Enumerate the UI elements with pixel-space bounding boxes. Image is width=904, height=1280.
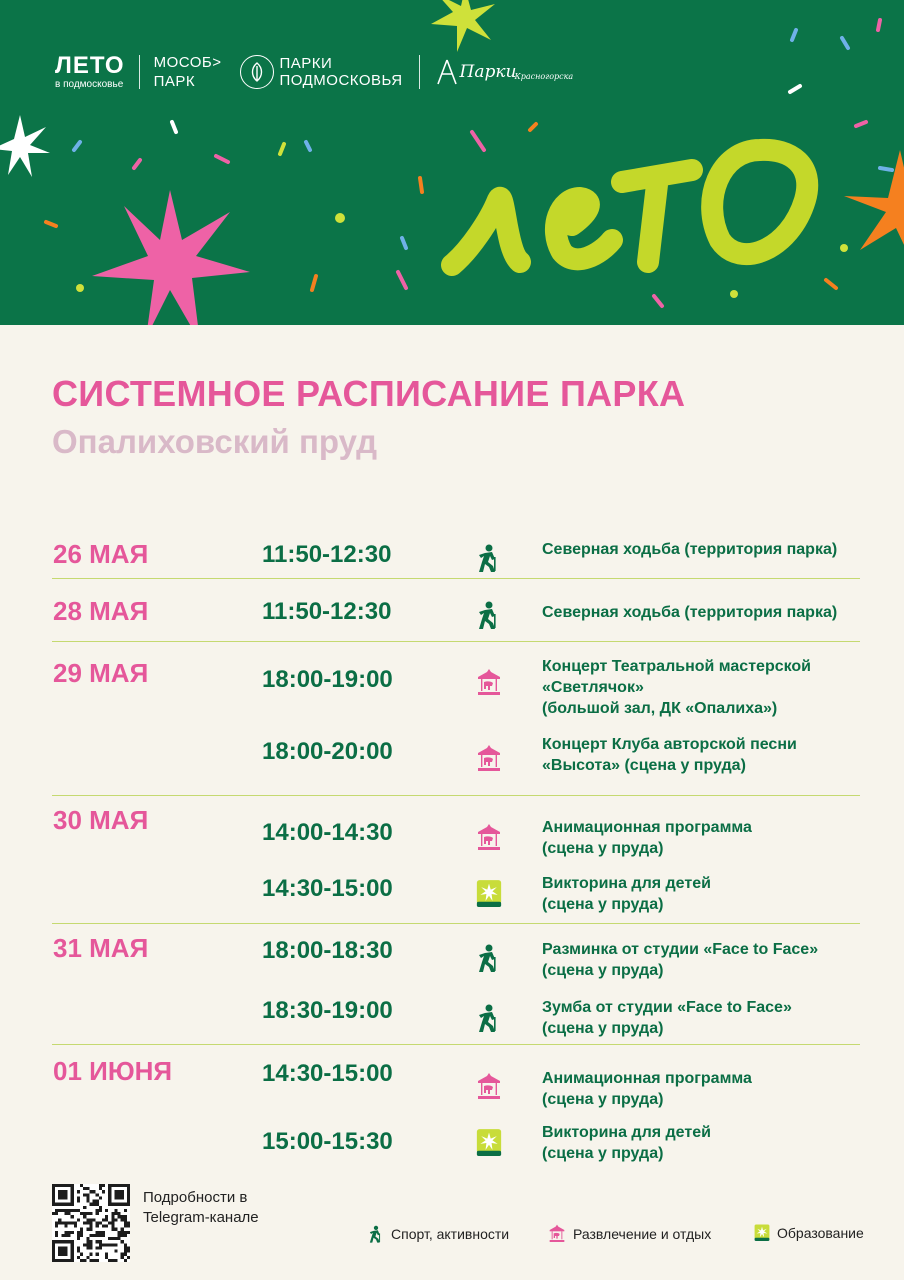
event-title-line: «Светлячок» — [542, 679, 644, 696]
event-title-line: (сцена у пруда) — [542, 1145, 664, 1162]
carousel-icon — [548, 1224, 566, 1244]
confetti-decoration — [0, 0, 904, 325]
event-time: 14:00-14:30 — [262, 819, 393, 846]
qr-code-icon[interactable] — [52, 1184, 130, 1262]
logo-krasnogorsk-main: Парки — [459, 62, 517, 82]
event-title-line: (сцена у пруда) — [542, 1091, 664, 1108]
event-title-line: Викторина для детей — [542, 1124, 711, 1141]
carousel-icon — [476, 1072, 502, 1102]
education-icon — [476, 879, 502, 909]
sport-icon — [368, 1224, 384, 1244]
event-time: 15:00-15:30 — [262, 1128, 393, 1155]
event-time: 11:50-12:30 — [262, 541, 392, 568]
logo-mosobpark — [154, 53, 222, 91]
telegram-note-line2: Telegram-канале — [143, 1209, 259, 1226]
legend-sport — [368, 1224, 509, 1244]
event-title — [542, 817, 872, 859]
event-title — [542, 656, 872, 719]
burst-pink-icon — [92, 190, 250, 325]
logo-parki-line1: ПАРКИ — [279, 55, 333, 72]
logo-divider — [419, 55, 420, 89]
logo-divider — [139, 55, 140, 89]
event-time: 18:30-19:00 — [262, 997, 393, 1024]
event-time: 14:30-15:00 — [262, 1060, 393, 1087]
legend-entertainment — [548, 1224, 711, 1244]
event-title — [542, 1122, 872, 1164]
event-title-line: Северная ходьба (территория парка) — [542, 541, 838, 558]
carousel-icon — [476, 823, 502, 853]
schedule-date: 30 МАЯ — [53, 805, 149, 835]
schedule-date: 01 ИЮНЯ — [53, 1056, 173, 1086]
header-banner — [0, 0, 904, 325]
event-title-line: Анимационная программа — [542, 819, 752, 836]
event-title — [542, 997, 872, 1039]
legend-sport-label: Спорт, активности — [391, 1226, 510, 1242]
day-divider — [52, 1044, 860, 1045]
leto-lettering-icon — [452, 150, 807, 265]
event-title-line: Разминка от студии «Face to Face» — [542, 941, 819, 958]
telegram-note — [143, 1188, 259, 1228]
event-title-line: (сцена у пруда) — [542, 896, 664, 913]
leaf-icon — [240, 55, 274, 89]
event-title — [542, 873, 872, 915]
schedule-date: 29 МАЯ — [53, 658, 149, 688]
event-time: 18:00-19:00 — [262, 666, 393, 693]
sport-icon — [476, 943, 502, 973]
schedule-date: 26 МАЯ — [53, 539, 149, 569]
carousel-icon — [476, 668, 502, 698]
event-title-line: Концерт Клуба авторской песни — [542, 736, 797, 753]
schedule-date: 31 МАЯ — [53, 933, 149, 963]
event-title — [542, 539, 872, 560]
sport-icon — [476, 1003, 502, 1033]
day-divider — [52, 795, 860, 796]
telegram-note-line1: Подробности в — [143, 1189, 248, 1206]
partner-logos — [55, 52, 573, 92]
event-title-line: Северная ходьба (территория парка) — [542, 604, 838, 621]
logo-parki-podmoskovya — [240, 55, 403, 89]
day-divider — [52, 578, 860, 579]
tree-icon — [434, 58, 460, 86]
education-icon — [754, 1224, 770, 1242]
event-title — [542, 939, 872, 981]
event-title — [542, 602, 872, 623]
event-title-line: Викторина для детей — [542, 875, 711, 892]
logo-parki-line2: ПОДМОСКОВЬЯ — [279, 72, 403, 89]
event-title-line: Концерт Театральной мастерской — [542, 658, 812, 675]
event-time: 18:00-20:00 — [262, 738, 393, 765]
event-title-line: Анимационная программа — [542, 1070, 752, 1087]
burst-top-icon — [431, 0, 495, 52]
logo-leto-main: ЛЕТО — [55, 52, 125, 79]
logo-mosobpark-line1: МОСОБ> — [153, 54, 222, 71]
event-time: 18:00-18:30 — [262, 937, 393, 964]
event-title-line: Зумба от студии «Face to Face» — [542, 999, 792, 1016]
burst-white-icon — [0, 115, 50, 177]
sport-icon — [476, 543, 502, 573]
logo-leto-sub: в подмосковье — [55, 79, 124, 90]
carousel-icon — [476, 744, 502, 774]
schedule-date: 28 МАЯ — [53, 596, 149, 626]
event-title-line: «Высота» (сцена у пруда) — [542, 757, 746, 774]
day-divider — [52, 923, 860, 924]
event-title-line: (сцена у пруда) — [542, 962, 664, 979]
event-time: 11:50-12:30 — [262, 598, 392, 625]
event-title-line: (сцена у пруда) — [542, 840, 664, 857]
logo-leto — [55, 54, 125, 90]
day-divider — [52, 641, 860, 642]
logo-parki-krasnogorska — [434, 58, 574, 86]
burst-orange-icon — [844, 150, 904, 266]
education-icon — [476, 1128, 502, 1158]
event-time: 14:30-15:00 — [262, 875, 393, 902]
event-title — [542, 734, 872, 776]
event-title-line: (сцена у пруда) — [542, 1020, 664, 1037]
page-title: СИСТЕМНОЕ РАСПИСАНИЕ ПАРКА — [52, 373, 686, 414]
sport-icon — [476, 600, 502, 630]
logo-mosobpark-line2: ПАРК — [153, 73, 196, 90]
legend-education-label: Образование — [777, 1225, 864, 1241]
page-subtitle: Опалиховский пруд — [52, 423, 378, 460]
legend-education — [754, 1224, 864, 1242]
event-title-line: (большой зал, ДК «Опалиха») — [542, 700, 778, 717]
legend-entertainment-label: Развлечение и отдых — [573, 1226, 712, 1242]
logo-krasnogorsk-sub: Красногорска — [514, 71, 574, 81]
event-title — [542, 1068, 872, 1110]
